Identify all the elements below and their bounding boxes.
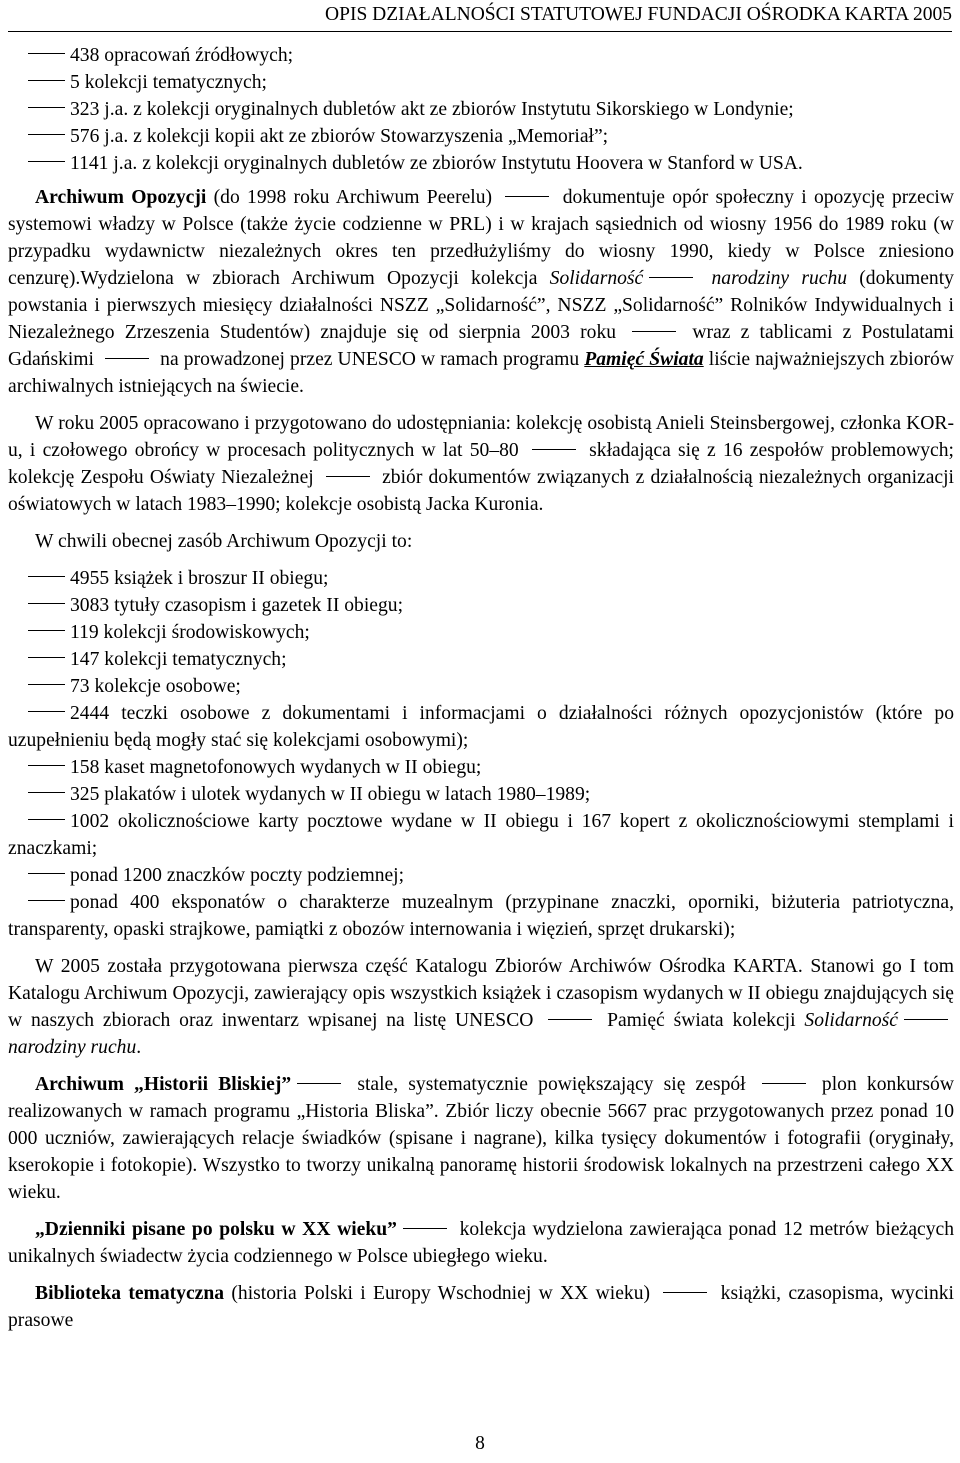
- section-title: Archiwum Opozycji: [35, 187, 207, 208]
- collection-name: Solidarność: [549, 268, 644, 289]
- list-item: 1002 okolicznościowe karty pocztowe wydane w II obiegu i 167 kopert z okolicznościowymi stemplami i znaczkami;: [8, 811, 954, 859]
- list-item: 119 kolekcji środowiskowych;: [70, 622, 310, 643]
- paragraph-historia-bliska: Archiwum „Historii Bliskiej” stale, systematycznie powiększający się zespół plon konkursów realizowanych w ramach programu „Historia Bliska”. Zbiór liczy obecnie 5667 prac przygotowanych przez ponad 10 000 uczniów, zawierających relacje świadków (spisane i nagrane), kilka tysięcy dokumentów i fotografii (oryginały, kserokopie i fotokopie). Wszystko to tworzy unikalną panoramę historii środowisk lokalnych na przestrzeni całego XX wieku.: [8, 1074, 954, 1203]
- zasob-list: [8, 565, 954, 943]
- list-item: 158 kaset magnetofonowych wydanych w II obiegu;: [70, 757, 482, 778]
- collection-name-sub: narodziny ruchu: [699, 268, 848, 289]
- section-title: „Dzienniki pisane po polsku w XX wieku”: [35, 1219, 397, 1240]
- em-dash: [649, 277, 693, 279]
- top-list: [8, 42, 954, 177]
- list-item: ponad 400 eksponatów o charakterze muzealnym (przypinane znaczki, oporniki, biżuteria patriotyczna, transparenty, opaski strajkowe, pamiątki z obozów internowania i więzień, sprzęt drukarski);: [8, 892, 954, 940]
- em-dash: [762, 1083, 806, 1085]
- paragraph-archiwum-opozycji: Archiwum Opozycji (do 1998 roku Archiwum Peerelu) dokumentuje opór społeczny i opozycję przeciw systemowi władzy w Polsce (także życie codzienne w PRL) i w krajach sąsiednich od wiosny 1956 do 1989 roku (w przypadku wydawnictw niezależnych okres ten przedłużyliśmy do wiosny 1990, kiedy w Polsce zniesiono cenzurę).Wydzielona w zbiorach Archiwum Opozycji kolekcja Solidarność narodziny ruchu (dokumenty powstania i pierwszych miesięcy działalności NSZZ „Solidarność”, NSZZ „Solidarność” Rolników Indywidualnych i Niezależnego Zrzeszenia Studentów) znajduje się od sierpnia 2003 roku wraz z tablicami z Postulatami Gdańskimi na prowadzonej przez UNESCO w ramach programu Pamięć Świata liście najważniejszych zbiorów archiwalnych istniejących na świecie.: [8, 187, 954, 397]
- em-dash: [548, 1019, 592, 1021]
- list-item: 2444 teczki osobowe z dokumentami i informacjami o działalności różnych opozycjonistów (które po uzupełnieniu będą mogły stać się kolekcjami osobowymi);: [8, 703, 954, 751]
- em-dash: [403, 1228, 447, 1230]
- header-title: OPIS DZIAŁALNOŚCI STATUTOWEJ FUNDACJI OŚRODKA KARTA 2005: [325, 4, 952, 25]
- paragraph-2005: W roku 2005 opracowano i przygotowano do udostępniania: kolekcję osobistą Anieli Steinsbergowej, członka KOR-u, i czołowego obrońcy w procesach politycznych w lat 50–80 składająca się z 16 zespołów problemowych; kolekcję Zespołu Oświaty Niezależnej zbiór dokumentów związanych z działalnością niezależnych organizacji oświatowych w latach 1983–1990; kolekcje osobistą Jacka Kuronia.: [8, 413, 955, 515]
- list-item: ponad 1200 znaczków poczty podziemnej;: [70, 865, 405, 886]
- list-item: 5 kolekcji tematycznych;: [70, 72, 267, 93]
- em-dash: [904, 1019, 948, 1021]
- list-item: 3083 tytuły czasopism i gazetek II obiegu;: [70, 595, 404, 616]
- section-title: Biblioteka tematyczna: [35, 1283, 225, 1304]
- paragraph-dzienniki: „Dzienniki pisane po polsku w XX wieku” kolekcja wydzielona zawierająca ponad 12 metrów bieżących unikalnych świadectw życia codziennego w Polsce ubiegłego wieku.: [8, 1219, 955, 1267]
- list-item: 4955 książek i broszur II obiegu;: [70, 568, 329, 589]
- page-number: 8: [475, 1433, 485, 1454]
- em-dash: [632, 331, 676, 333]
- section-title: Archiwum „Historii Bliskiej”: [35, 1074, 292, 1095]
- em-dash: [297, 1083, 341, 1085]
- em-dash: [105, 358, 149, 360]
- list-item: 438 opracowań źródłowych;: [70, 45, 294, 66]
- em-dash: [532, 449, 576, 451]
- list-item: 73 kolekcje osobowe;: [70, 676, 241, 697]
- collection-name-sub: narodziny ruchu: [8, 1037, 137, 1058]
- list-item: 576 j.a. z kolekcji kopii akt ze zbiorów Stowarzyszenia „Memoriał”;: [70, 126, 609, 147]
- list-item: 325 plakatów i ulotek wydanych w II obiegu w latach 1980–1989;: [70, 784, 591, 805]
- page-header: [8, 2, 952, 32]
- list-item: 147 kolekcji tematycznych;: [70, 649, 287, 670]
- list-item: 1141 j.a. z kolekcji oryginalnych dubletów ze zbiorów Instytutu Hoovera w Stanford w USA.: [70, 153, 803, 174]
- zasob-intro: W chwili obecnej zasób Archiwum Opozycji to:: [35, 531, 413, 552]
- document-body: [8, 42, 954, 1334]
- paragraph-katalog: W 2005 została przygotowana pierwsza część Katalogu Zbiorów Archiwów Ośrodka KARTA. Stanowi go I tom Katalogu Archiwum Opozycji, zawierający opis wszystkich książek i czasopism wydanych w II obiegu znajdujących się w naszych zbiorach oraz inwentarz wpisanej na listę UNESCO Pamięć świata kolekcji Solidarność narodziny ruchu.: [8, 956, 954, 1058]
- collection-name: Solidarność: [804, 1010, 899, 1031]
- em-dash: [663, 1292, 707, 1294]
- program-name: Pamięć Świata: [584, 349, 704, 370]
- em-dash: [505, 196, 549, 198]
- paragraph-biblioteka: Biblioteka tematyczna (historia Polski i Europy Wschodniej w XX wieku) książki, czasopisma, wycinki prasowe: [8, 1283, 954, 1331]
- list-item: 323 j.a. z kolekcji oryginalnych dubletów akt ze zbiorów Instytutu Sikorskiego w Londynie;: [70, 99, 794, 120]
- em-dash: [326, 476, 370, 478]
